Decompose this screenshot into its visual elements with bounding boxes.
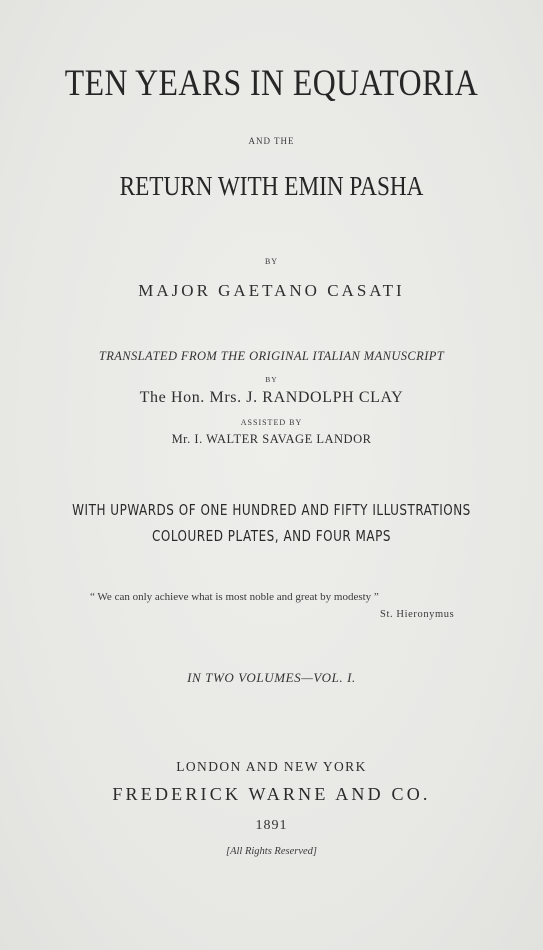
translation-note: TRANSLATED FROM THE ORIGINAL ITALIAN MANUSCRIPT: [98, 349, 445, 363]
assisted-by-label: ASSISTED BY: [240, 418, 303, 427]
book-subtitle: RETURN WITH EMIN PASHA: [119, 171, 424, 201]
by-label: BY: [264, 257, 279, 266]
illustrations-line-2: COLOURED PLATES, AND FOUR MAPS: [151, 527, 392, 545]
publication-place: LONDON AND NEW YORK: [176, 759, 367, 774]
publisher-name: FREDERICK WARNE AND CO.: [112, 784, 431, 804]
author-name: MAJOR GAETANO CASATI: [138, 281, 405, 300]
rights-notice: [All Rights Reserved]: [226, 846, 317, 857]
epigraph-quote: “ We can only achieve what is most noble and great by modesty ”: [90, 591, 379, 603]
illustrations-line-1: WITH UPWARDS OF ONE HUNDRED AND FIFTY ILLUSTRATIONS: [72, 501, 471, 519]
assistant-name: Mr. I. WALTER SAVAGE LANDOR: [171, 432, 372, 446]
epigraph-attribution: St. Hieronymus: [380, 609, 455, 620]
publication-year: 1891: [255, 818, 288, 833]
title-conjunction: AND THE: [248, 136, 295, 146]
translator-by-label: BY: [265, 375, 278, 384]
volumes-note: IN TWO VOLUMES—VOL. I.: [187, 670, 356, 685]
book-title: TEN YEARS IN EQUATORIA: [64, 63, 479, 104]
translator-name: The Hon. Mrs. J. RANDOLPH CLAY: [139, 389, 404, 406]
